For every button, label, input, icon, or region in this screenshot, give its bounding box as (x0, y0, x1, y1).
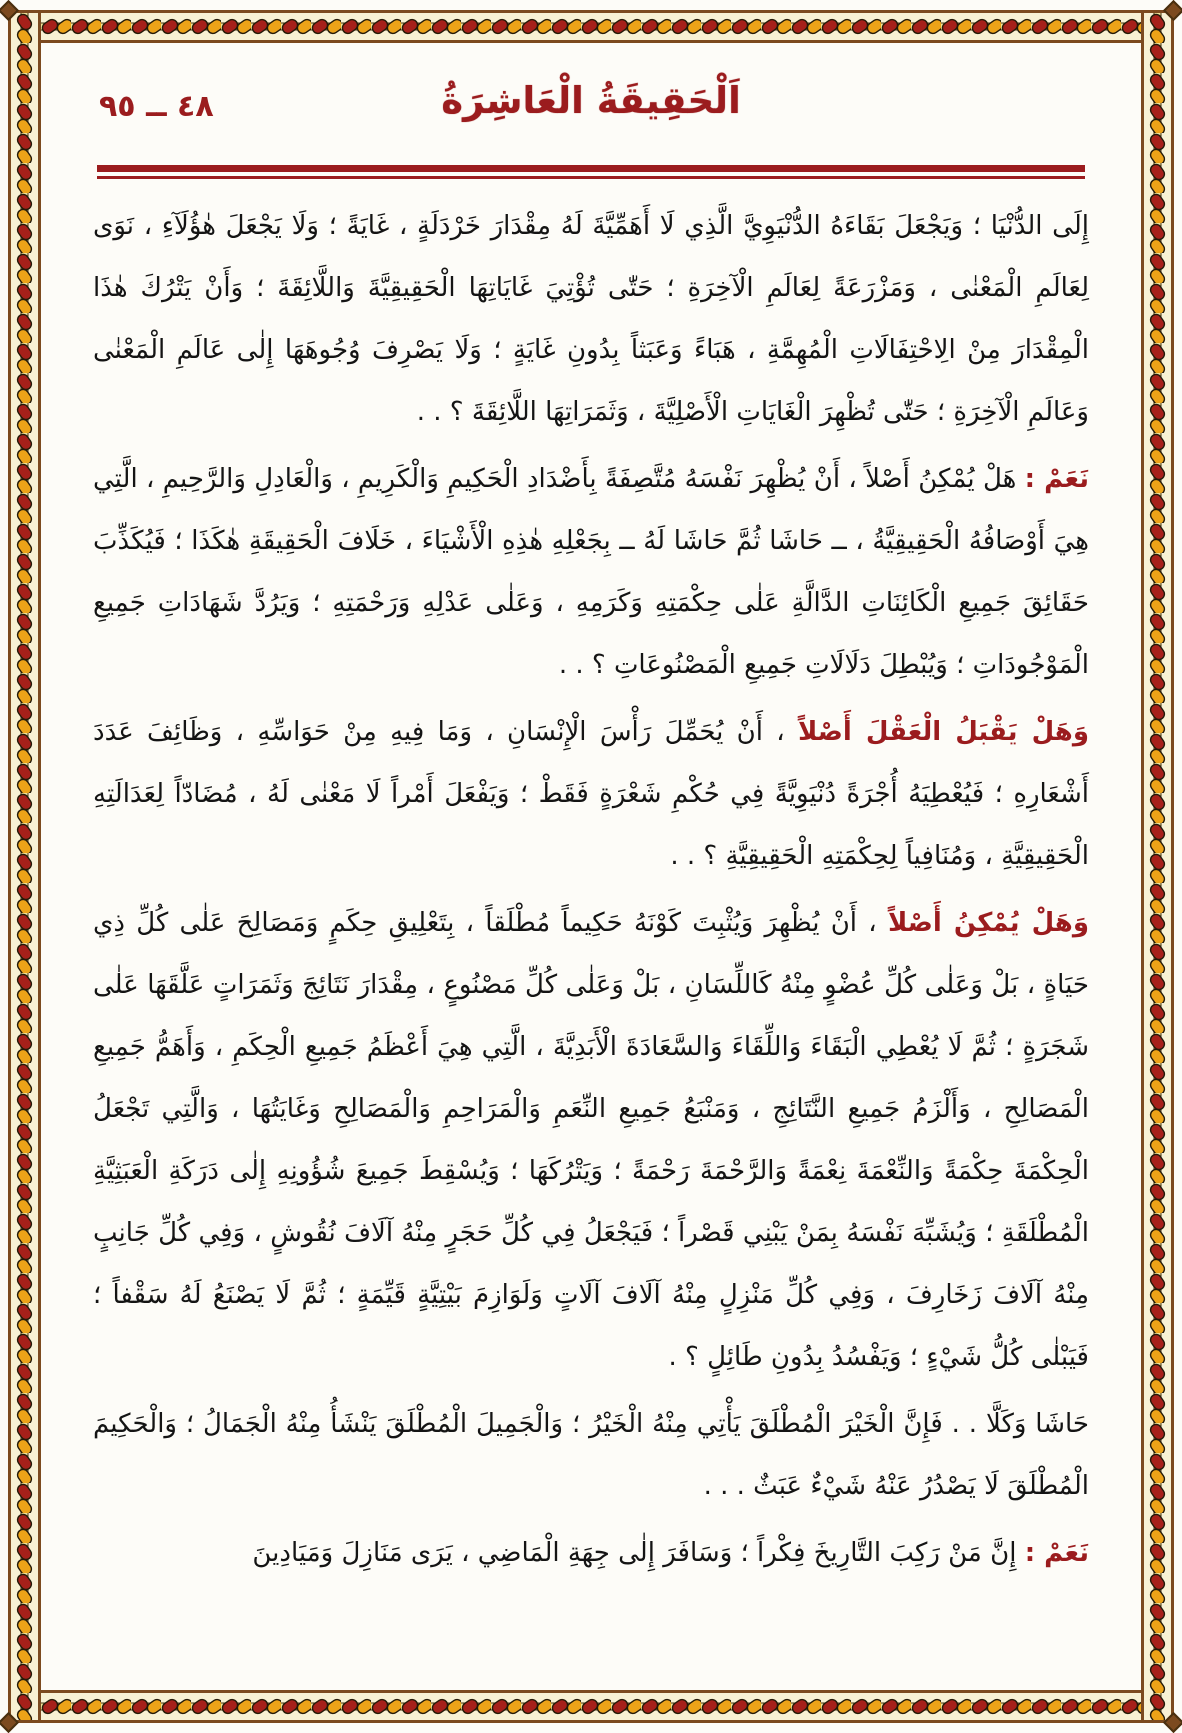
paragraph (93, 1522, 1089, 1584)
paragraph-body: ، أَنْ يُظْهِرَ وَيُثْبِتَ كَوْنَهُ حَكِيماً مُطْلَقاً ، بِتَعْلِيقِ حِكَمٍ وَمَصَالِحَ عَلٰى كُلِّ ذِي حَيَاةٍ ، بَلْ وَعَلٰى كُلِّ عُضْوٍ مِنْهُ كَاللِّسَانِ ، بَلْ وَعَلٰى كُلِّ مَصْنُوعٍ ، مِقْدَارَ نَتَائِجَ وَثَمَرَاتٍ عَلَّقَهَا عَلٰى شَجَرَةٍ ؛ ثُمَّ لَا يُعْطِي الْبَقَاءَ وَاللِّقَاءَ وَالسَّعَادَةَ الْأَبَدِيَّةَ ، الَّتِي هِيَ أَعْظَمُ جَمِيعِ الْحِكَمِ ، وَأَهَمُّ جَمِيعِ الْمَصَالِحِ ، وَأَلْزَمُ جَمِيعِ النَّتَائِجِ ، وَمَنْبَعُ جَمِيعِ النِّعَمِ وَالْمَرَاحِمِ وَالْمَصَالِحِ وَغَايَتُهَا ، وَالَّتِي تَجْعَلُ الْحِكْمَةَ حِكْمَةً وَالنِّعْمَةَ نِعْمَةً وَالرَّحْمَةَ رَحْمَةً ؛ وَيَتْرُكَهَا ؛ وَيُسْقِطَ جَمِيعَ شُؤُونِهِ إِلٰى دَرَكَةِ الْعَبَثِيَّةِ الْمُطْلَقَةِ ؛ وَيُشَبِّهَ نَفْسَهُ بِمَنْ يَبْنِي قَصْراً ؛ فَيَجْعَلُ فِي كُلِّ حَجَرٍ مِنْهُ آلَافَ نُقُوشٍ ، وَفِي كُلِّ جَانِبٍ مِنْهُ آلَافَ زَخَارِفَ ، وَفِي كُلِّ مَنْزِلٍ مِنْهُ آلَافَ آلَاتٍ وَلَوَازِمَ بَيْتِيَّةٍ قَيِّمَةٍ ؛ ثُمَّ لَا يَصْنَعُ لَهُ سَقْفاً ؛ فَيَبْلٰى كُلُّ شَيْءٍ ؛ وَيَفْسُدُ بِدُونِ طَائِلٍ ؟ . (93, 908, 1089, 1372)
paragraph (93, 448, 1089, 696)
paragraph (93, 892, 1089, 1388)
paragraph-body: هَلْ يُمْكِنُ أَصْلاً ، أَنْ يُظْهِرَ نَفْسَهُ مُتَّصِفَةً بِأَضْدَادِ الْحَكِيمِ وَالْكَرِيمِ ، وَالْعَادِلِ وَالرَّحِيمِ ، الَّتِي هِيَ أَوْصَافُهُ الْحَقِيقِيَّةُ ، ــ حَاشَا ثُمَّ حَاشَا لَهُ ــ بِجَعْلِهِ هٰذِهِ الْأَشْيَاءَ ، خَلَافَ الْحَقِيقَةِ هٰكَذَا ؛ فَيُكَذِّبَ حَقَائِقَ جَمِيعِ الْكَائِنَاتِ الدَّالَّةِ عَلٰى حِكْمَتِهِ وَكَرَمِهِ ، وَعَلٰى عَدْلِهِ وَرَحْمَتِهِ ؛ وَيَرُدَّ شَهَادَاتِ جَمِيعِ الْمَوْجُودَاتِ ؛ وَيُبْطِلَ دَلَالَاتِ جَمِيعِ الْمَصْنُوعَاتِ ؟ . . (93, 464, 1089, 680)
page-header (93, 71, 1089, 163)
paragraph-lead: وَهَلْ يَقْبَلُ الْعَقْلَ أَصْلاً (798, 717, 1089, 747)
paragraph-body: إِنَّ مَنْ رَكِبَ التَّارِيخَ فِكْراً ؛ وَسَافَرَ إِلٰى جِهَةِ الْمَاضِي ، يَرَى مَنَازِلَ وَمَيَادِينَ (252, 1538, 1017, 1568)
paragraph (93, 701, 1089, 887)
ornamental-border-bottom (8, 1690, 1174, 1723)
ornamental-border-right (1141, 10, 1174, 1723)
paragraph (93, 1393, 1089, 1517)
paragraph-body: حَاشَا وَكَلَّا . . فَإِنَّ الْخَيْرَ الْمُطْلَقَ يَأْتِي مِنْهُ الْخَيْرُ ؛ وَالْجَمِيلَ الْمُطْلَقَ يَنْشَأُ مِنْهُ الْجَمَالُ ؛ وَالْحَكِيمَ الْمُطْلَقَ لَا يَصْدُرُ عَنْهُ شَيْءٌ عَبَثٌ . . . (93, 1409, 1089, 1501)
page-content (41, 43, 1141, 1690)
paragraph (93, 195, 1089, 443)
paragraph-body: إِلَى الدُّنْيَا ؛ وَيَجْعَلَ بَقَاءَهُ الدُّنْيَوِيَّ الَّذِي لَا أَهَمِّيَّةَ لَهُ مِقْدَارَ خَرْدَلَةٍ ، غَايَةً ؛ وَلَا يَجْعَلَ هٰؤُلَآءِ ، نَوَى لِعَالَمِ الْمَعْنٰى ، وَمَزْرَعَةً لِعَالَمِ الْآخِرَةِ ؛ حَتّٰى تُؤْتِيَ غَايَاتِهَا الْحَقِيقِيَّةَ وَاللَّائِقَةَ ؛ وَأَنْ يَتْرُكَ هٰذَا الْمِقْدَارَ مِنْ الِاحْتِفَالَاتِ الْمُهِمَّةِ ، هَبَاءً وَعَبَثاً بِدُونِ غَايَةٍ ؛ وَلَا يَصْرِفَ وُجُوهَهَا إِلٰى عَالَمِ الْمَعْنٰى وَعَالَمِ الْآخِرَةِ ؛ حَتّٰى تُظْهِرَ الْغَايَاتِ الْأَصْلِيَّةَ ، وَثَمَرَاتِهَا اللَّائِقَةَ ؟ . . (93, 211, 1089, 427)
paragraph-lead: نَعَمْ : (1024, 1538, 1089, 1568)
paragraph-body: ، أَنْ يُحَمِّلَ رَأْسَ الْإِنْسَانِ ، وَمَا فِيهِ مِنْ حَوَاسِّهِ ، وَظَائِفَ عَدَدَ أَشْعَارِهِ ؛ فَيُعْطِيَهُ أُجْرَةً دُنْيَوِيَّةً فِي حُكْمِ شَعْرَةٍ فَقَطْ ؛ وَيَفْعَلَ أَمْراً لَا مَعْنٰى لَهُ ، مُضَادّاً لِعَدَالَتِهِ الْحَقِيقِيَّةِ ، وَمُنَافِياً لِحِكْمَتِهِ الْحَقِيقِيَّةِ ؟ . . (93, 717, 1089, 871)
header-divider-double-rule (97, 165, 1085, 179)
paragraph-lead: وَهَلْ يُمْكِنُ أَصْلاً (887, 908, 1089, 938)
page-title: اَلْحَقِيقَةُ الْعَاشِرَةُ (441, 79, 741, 122)
paragraph-lead: نَعَمْ : (1024, 464, 1090, 494)
body-text (93, 195, 1089, 1584)
page-number: ٤٨ ــ ٩٥ (99, 89, 214, 124)
ornamental-border-top (8, 10, 1174, 43)
ornamental-border-left (8, 10, 41, 1723)
